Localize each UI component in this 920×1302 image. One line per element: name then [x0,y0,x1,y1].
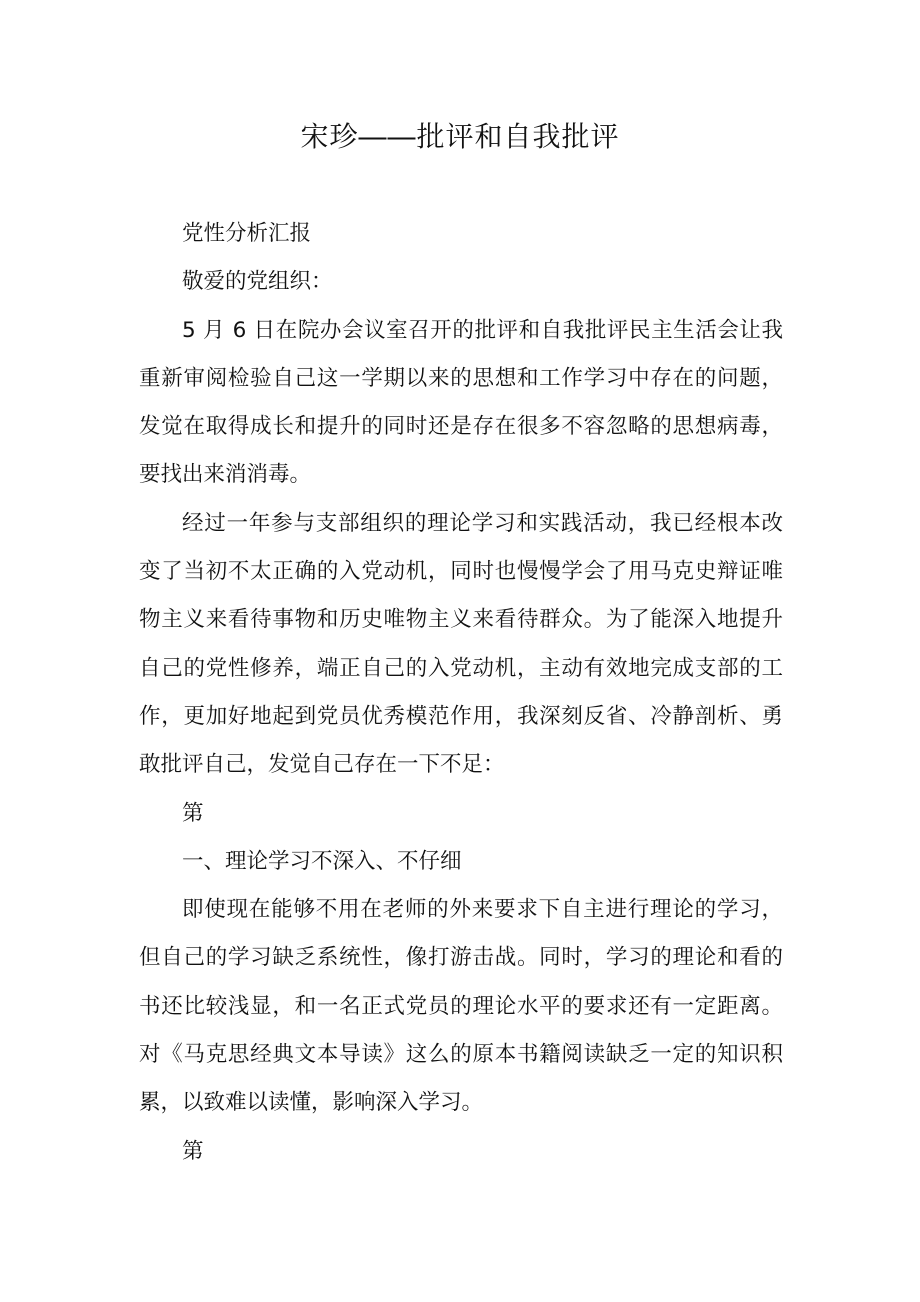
paragraph-section-body: 即使现在能够不用在老师的外来要求下自主进行理论的学习，但自己的学习缺乏系统性，像打游击战。同时，学习的理论和看的书还比较浅显，和一名正式党员的理论水平的要求还有一定距离。对《马克思经典文本导读》这么的原本书籍阅读缺乏一定的知识积累，以致难以读懂，影响深入学习。 [139,897,783,1116]
paragraph-section-heading: 一、理论学习不深入、不仔细 [182,848,462,874]
paragraph-reflection: 经过一年参与支部组织的理论学习和实践活动，我已经根本改变了当初不太正确的入党动机，同时也慢慢学会了用马克史辩证唯物主义来看待事物和历史唯物主义来看待群众。为了能深入地提升自己的党性修养，端正自己的入党动机，主动有效地完成支部的工作，更加好地起到党员优秀模范作用，我深刻反省、冷静剖析、勇敢批评自己，发觉自己存在一下不足： [139,510,783,778]
paragraph-salutation: 敬爱的党组织： [182,269,333,295]
paragraph-section-marker: 第 [182,800,204,826]
document-title: 宋珍――批评和自我批评 [300,120,620,153]
paragraph-heading: 党性分析汇报 [182,221,312,246]
paragraph-intro: 5 月 6 日在院办会议室召开的批评和自我批评民主生活会让我重新审阅检验自己这一学期以来的思想和工作学习中存在的问题，发觉在取得成长和提升的同时还是存在很多不容忽略的思想病毒，要找出来消消毒。 [139,317,783,488]
document-body [139,210,783,1176]
paragraph-section-marker: 第 [182,1138,204,1164]
